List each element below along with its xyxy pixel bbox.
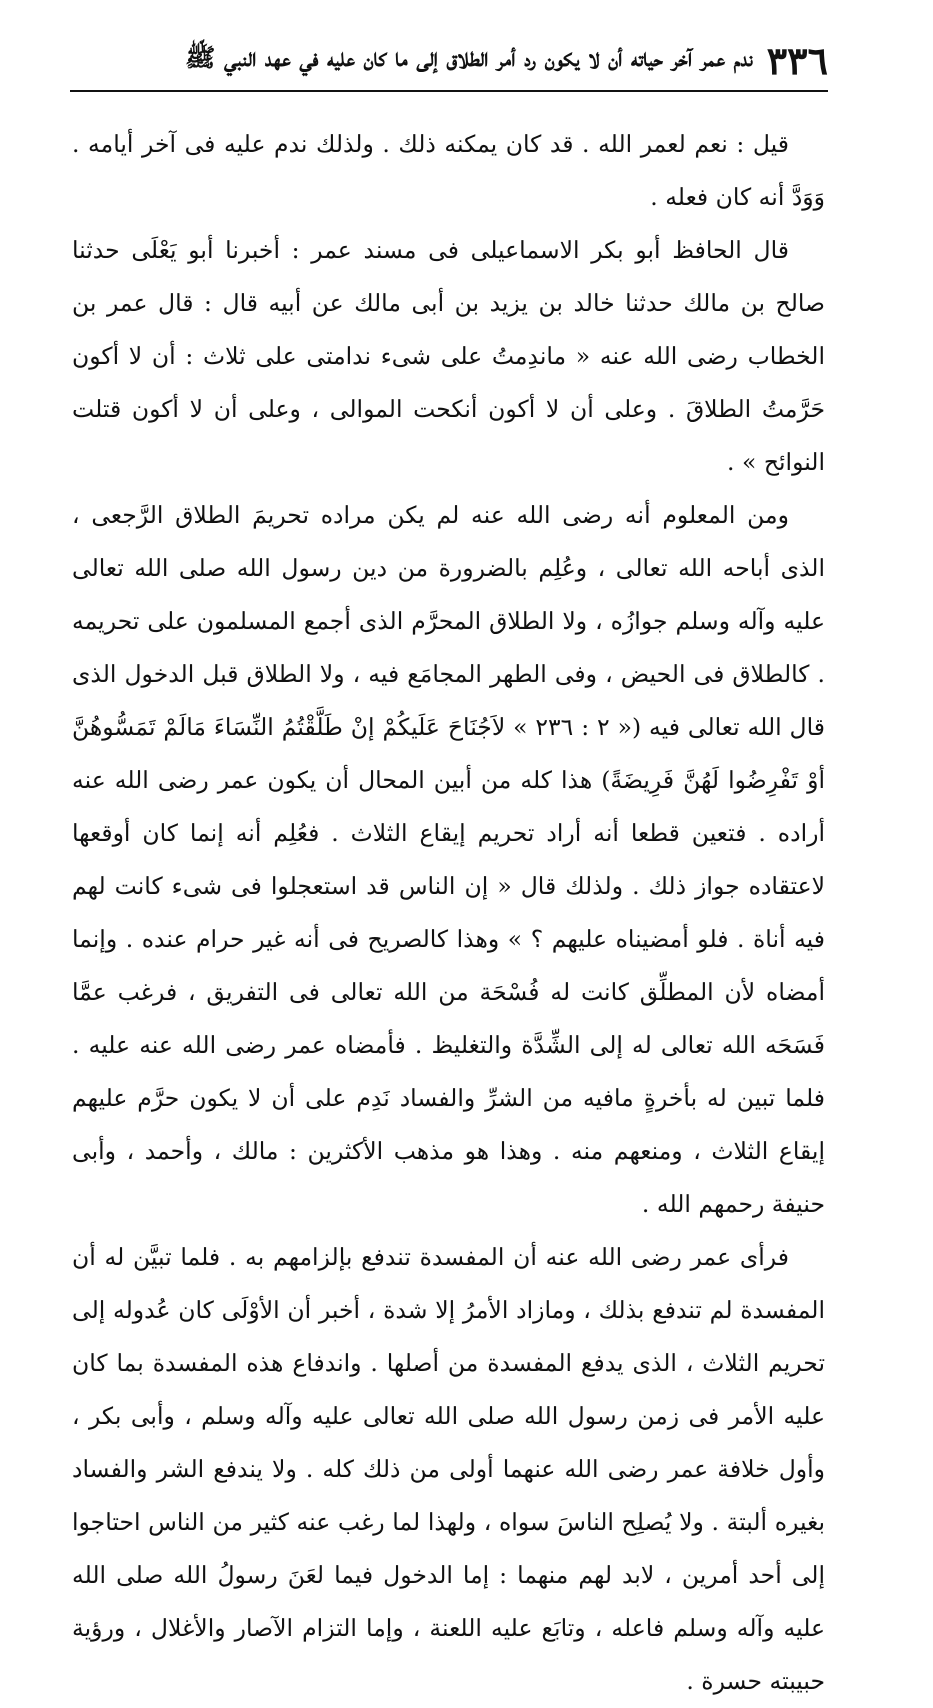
header-rule <box>70 90 828 92</box>
paragraph-3: ومن المعلوم أنه رضى الله عنه لم يكن مراده تحريمَ الطلاق الرَّجعى ، الذى أباحه الله تعالى ، وعُلِم بالضرورة من دين رسول الله صلى الله تعالى عليه وآله وسلم جوازُه ، ولا الطلاق المحرَّم الذى أجمع المسلمون على تحريمه . كالطلاق فى الحيض ، وفى الطهر المجامَع فيه ، ولا الطلاق قبل الدخول الذى قال الله تعالى فيه (« ٢ : ٢٣٦ » لاَجُنَاحَ عَلَيكُمْ إنْ طَلَّقْتُمُ النِّسَاءَ مَالَمْ تَمَسُّوهُنَّ أوْ تَفْرِضُوا لَهُنَّ فَرِيضَةً) هذا كله من أبين المحال أن يكون عمر رضى الله عنه أراده . فتعين قطعا أنه أراد تحريم إيقاع الثلاث . فعُلِم أنه إنما كان أوقعها لاعتقاده جواز ذلك . ولذلك قال « إن الناس قد استعجلوا فى شىء كانت لهم فيه أناة . فلو أمضيناه عليهم ؟ » وهذا كالصريح فى أنه غير حرام عنده . وإنما أمضاه لأن المطلِّق كانت له فُسْحَة من الله تعالى فى التفريق ، فرغب عمَّا فَسَحَه الله تعالى له إلى الشِّدَّة والتغليظ . فأمضاه عمر رضى الله عنه عليه . فلما تبين له بأخرةٍ مافيه من الشرِّ والفساد نَدِم على أن لا يكون حرَّم عليهم إيقاع الثلاث ، ومنعهم منه . وهذا هو مذهب الأكثرين : مالك ، وأحمد ، وأبى حنيفة رحمهم الله . <box>72 501 826 1218</box>
page-body <box>72 118 825 1708</box>
page-header <box>70 34 828 86</box>
running-title: ندم عمر آخر حياته أن لا يكون رد أمر الطلاق إلى ما كان عليه في عهد النبي ﷺ <box>185 42 753 72</box>
paragraph-4: فرأى عمر رضى الله عنه أن المفسدة تندفع بإلزامهم به . فلما تبيَّن له أن المفسدة لم تندفع بذلك ، ومازاد الأمرُ إلا شدة ، أخبر أن الأوْلَى كان عُدوله إلى تحريم الثلاث ، الذى يدفع المفسدة من أصلها . واندفاع هذه المفسدة بما كان عليه الأمر فى زمن رسول الله صلى الله تعالى عليه وآله وسلم ، وأبى بكر ، وأول خلافة عمر رضى الله عنهما أولى من ذلك كله . ولا يندفع الشر والفساد بغيره ألبتة . ولا يُصلِح الناسَ سواه ، ولهذا لما رغب عنه كثير من الناس احتاجوا إلى أحد أمرين ، لابد لهم منهما : إما الدخول فيما لعَنَ رسولُ الله صلى الله عليه وآله وسلم فاعله ، وتابَع عليه اللعنة ، وإما التزام الآصار والأغلال ، ورؤية حبيبته حسرة . <box>72 1243 825 1695</box>
paragraph-2: قال الحافظ أبو بكر الاسماعيلى فى مسند عمر : أخبرنا أبو يَعْلَى حدثنا صالح بن مالك حدثنا خالد بن يزيد بن أبى مالك عن أبيه قال : قال عمر بن الخطاب رضى الله عنه « ماندِمتُ على شىء ندامتى على ثلاث : أن لا أكون حَرَّمتُ الطلاقَ . وعلى أن لا أكون أنكحت الموالى ، وعلى أن لا أكون قتلت النوائح » . <box>72 236 825 476</box>
paragraph-1: قيل : نعم لعمر الله . قد كان يمكنه ذلك . ولذلك ندم عليه فى آخر أيامه . وَوَدَّ أنه كان فعله . <box>72 130 825 211</box>
page-number: ٣٣٦ <box>766 37 828 83</box>
